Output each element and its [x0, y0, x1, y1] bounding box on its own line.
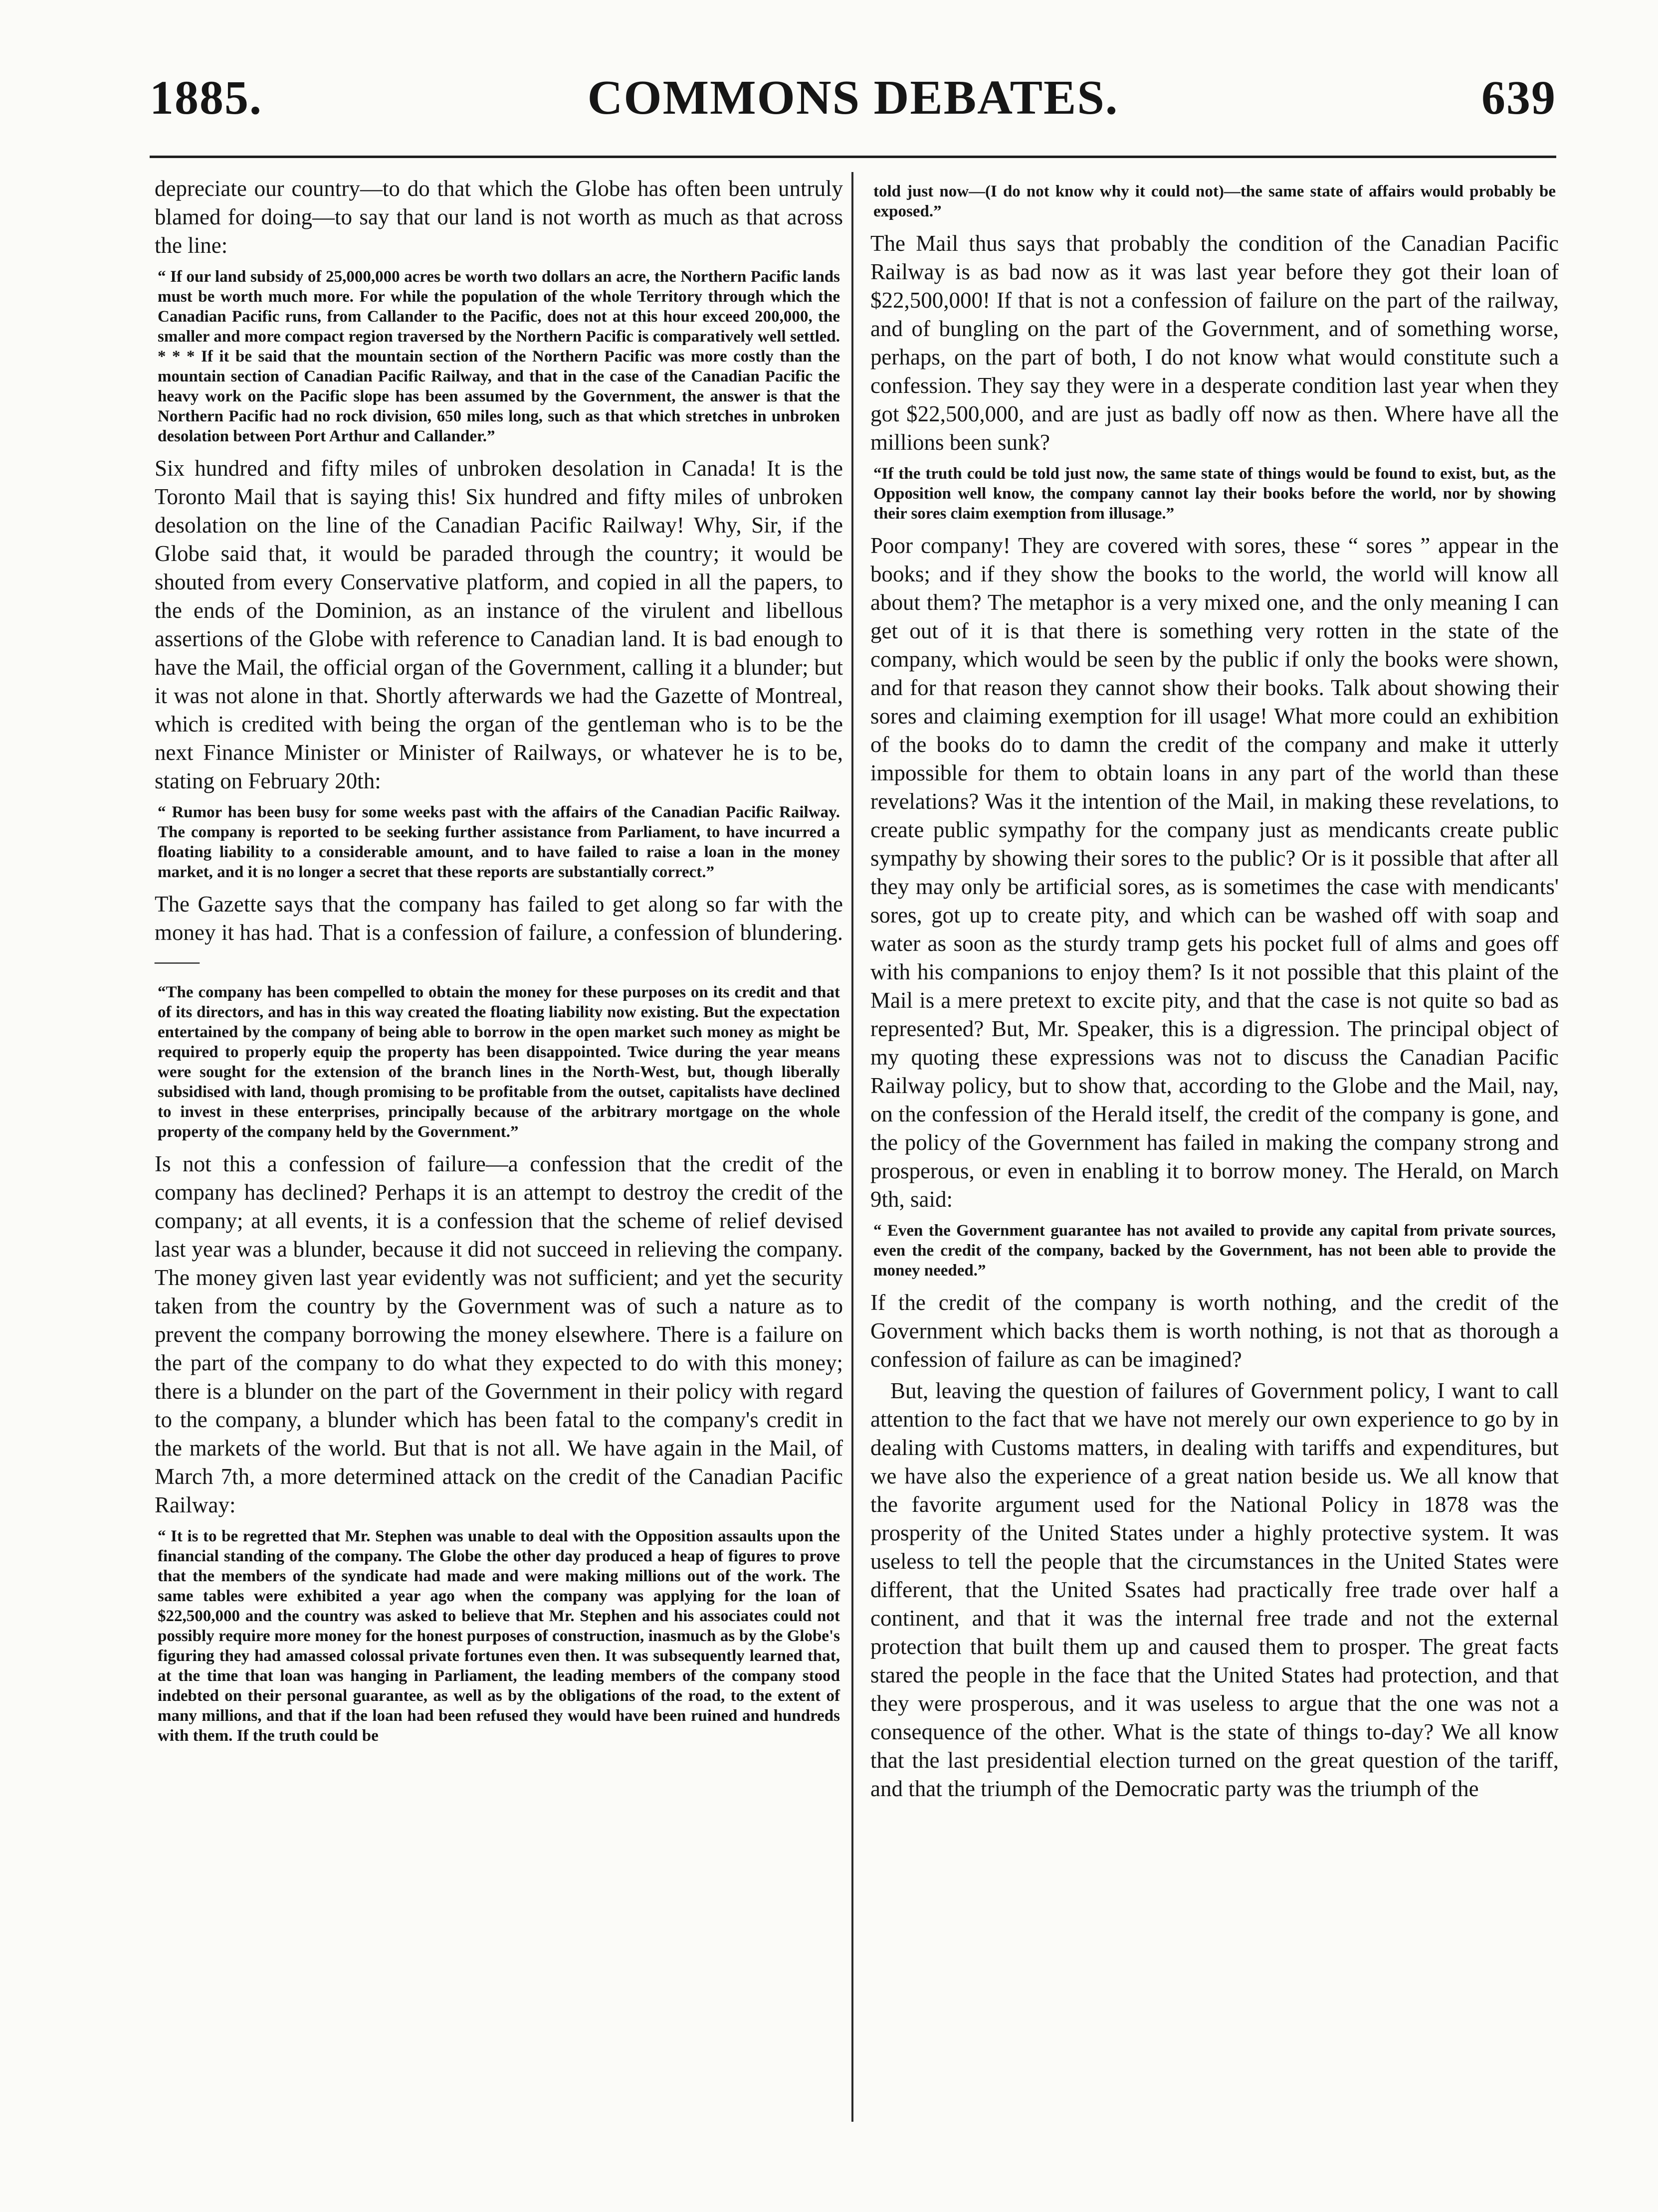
paragraph: But, leaving the question of failures of Government policy, I want to call attention to the fact that we have not merely our own experience to go by in dealing with Customs matters, in dealing with tariffs and expenditures, but we have also the experience of a great nation beside us. We all know that the favorite argument used for the National Policy in 1878 was the prosperity of the United States under a highly protective system. It was useless to tell the people that the circumstances in the United States were different, that the United Ssates had practically free trade over half a continent, and that it was the internal free trade and not the external protection that built them up and caused them to prosper. The great facts stared the people in the face that the United States had protection, and that they were prosperous, and it was useless to argue that the one was not a consequence of the other. What is the state of things to-day? We all know that the last presidential election turned on the great question of the tariff, and that the triumph of the Democratic party was the triumph of the — [870, 1378, 1559, 1801]
paragraph: The Mail thus says that probably the condition of the Canadian Pacific Railway is as bad now as it was last year before they got their loan of $22,500,000! If that is not a confession of failure on the part of the railway, and of bungling on the part of the Government, and of something worse, perhaps, on the part of both, I do not know what would constitute such a confession. They say they were in a desperate condition last year when they got $22,500,000, and are just as badly off now as then. Where have all the millions been sunk? — [870, 231, 1559, 455]
paragraph: If the credit of the company is worth nothing, and the credit of the Government which backs them is worth nothing, is not that as thorough a confession of failure as can be imagined? — [870, 1290, 1559, 1372]
block-quote: “ If our land subsidy of 25,000,000 acres be worth two dollars an acre, the Northern Pacific lands must be worth much more. For while the population of the whole Territory through which the Canadian Pacific runs, from Callander to the Pacific, does not at this hour exceed 200,000, the smaller and more compact region traversed by the Northern Pacific is comparatively well settled. * * * If it be said that the mountain section of the Northern Pacific was more costly than the mountain section of Canadian Pacific Railway, and that in the case of the Canadian Pacific the heavy work on the Pacific slope has been assumed by the Government, the answer is that the Northern Pacific had no rock division, 650 miles long, such as that which stretches in unbroken desolation between Port Arthur and Callander.” — [158, 268, 840, 445]
page-year: 1885. — [150, 71, 262, 124]
right-column — [870, 175, 1559, 1806]
header-rule — [150, 156, 1556, 158]
page-number: 639 — [1481, 71, 1556, 124]
column-divider — [851, 172, 853, 2122]
block-quote: told just now—(I do not know why it could not)—the same state of affairs would probably be exposed.” — [873, 183, 1556, 220]
page-title: COMMONS DEBATES. — [587, 71, 1119, 125]
block-quote: “ Rumor has been busy for some weeks past with the affairs of the Canadian Pacific Railway. The company is reported to be seeking further assistance from Parliament, to have incurred a floating liability to a considerable amount, and to have failed to raise a loan in the money market, and it is no longer a secret that these reports are substantially correct.” — [158, 803, 840, 881]
block-quote: “ Even the Government guarantee has not availed to provide any capital from private sources, even the credit of the company, backed by the Government, has not been able to provide the money needed.” — [873, 1222, 1556, 1280]
left-column — [155, 175, 843, 1754]
paragraph: Six hundred and fifty miles of unbroken desolation in Canada! It is the Toronto Mail that is saying this! Six hundred and fifty miles of unbroken desolation on the line of the Canadian Pacific Railway! Why, Sir, if the Globe said that, it would be paraded through the country; it would be shouted from every Conservative platform, and copied in all the papers, to the ends of the Dominion, as an instance of the virulent and libellous assertions of the Globe with reference to Canadian land. It is bad enough to have the Mail, the official organ of the Government, calling it a blunder; but it was not alone in that. Shortly afterwards we had the Gazette of Montreal, which is credited with being the organ of the gentleman who is to be the next Finance Minister or Minister of Railways, or whatever he is to be, stating on February 20th: — [155, 456, 843, 793]
paragraph: Poor company! They are covered with sores, these “ sores ” appear in the books; and if they show the books to the world, the world will know all about them? The metaphor is a very mixed one, and the only meaning I can get out of it is that there is something very rotten in the state of the company, which would be seen by the public if only the books were shown, and for that reason they cannot show their books. Talk about showing their sores and claiming exemption for ill usage! What more could an exhibition of the books do to damn the credit of the company and make it utterly impossible for them to obtain loans in any part of the world than these revelations? Was it the intention of the Mail, in making these revelations, to create public sympathy for the company just as mendicants create public sympathy by showing their sores to the public? Or is it possible that after all they may only be artificial sores, as is sometimes the case with mendicants' sores, got up to create pity, and which can be washed off with soap and water as soon as the sturdy tramp gets his pocket full of alms and goes off with his companions to enjoy them? Is it not possible that this plaint of the Mail is a mere pretext to excite pity, and that the case is not quite so bad as represented? But, Mr. Speaker, this is a digression. The principal object of my quoting these expressions was not to discuss the Canadian Pacific Railway policy, but to show that, according to the Globe and the Mail, nay, on the confession of the Herald itself, the credit of the company is gone, and the policy of the Government has failed in making the company strong and prosperous, or even in enabling it to borrow money. The Herald, on March 9th, said: — [870, 533, 1559, 1212]
paragraph: depreciate our country—to do that which the Globe has often been untruly blamed for doing—to say that our land is not worth as much as that across the line: — [155, 176, 843, 258]
block-quote: “ It is to be regretted that Mr. Stephen was unable to deal with the Opposition assaults upon the financial standing of the company. The Globe the other day produced a heap of figures to prove that the members of the syndicate had made and were making millions out of the work. The same tables were exhibited a year ago when the company was applying for the loan of $22,500,000 and the country was asked to believe that Mr. Stephen and his associates could not possibly require more money for the honest purposes of construction, inasmuch as by the Globe's figuring they had amassed colossal private fortunes even then. It was subsequently learned that, at the time that loan was hanging in Parliament, the leading members of the company stood indebted on their personal guarantee, as well as by the obligations of the road, to the extent of many millions, and that if the loan had been refused they would have been ruined and hundreds with them. If the truth could be — [158, 1527, 840, 1745]
paragraph: The Gazette says that the company has failed to get along so far with the money it has had. That is a confession of failure, a confession of blundering.—— — [155, 892, 843, 973]
page-header — [150, 70, 1556, 150]
block-quote: “If the truth could be told just now, the same state of things would be found to exist, but, as the Opposition well know, the company cannot lay their books before the world, nor by showing their sores claim exemption from illusage.” — [873, 465, 1556, 523]
paragraph: Is not this a confession of failure—a confession that the credit of the company has declined? Perhaps it is an attempt to destroy the credit of the company; at all events, it is a confession that the scheme of relief devised last year was a blunder, because it did not succeed in relieving the company. The money given last year evidently was not sufficient; and yet the security taken from the country by the Government was of such a nature as to prevent the company borrowing the money elsewhere. There is a failure on the part of the company to do what they expected to do with this money; there is a blunder on the part of the Government in their policy with regard to the company, a blunder which has been fatal to the company's credit in the markets of the world. But that is not all. We have again in the Mail, of March 7th, a more determined attack on the credit of the Canadian Pacific Railway: — [155, 1151, 843, 1517]
block-quote: “The company has been compelled to obtain the money for these purposes on its credit and that of its directors, and has in this way created the floating liability now existing. But the expectation entertained by the company of being able to borrow in the open market such money as might be required to properly equip the property has been disappointed. Twice during the year means were sought for the extension of the branch lines in the North-West, but, though liberally subsidised with land, though promising to be profitable from the outset, capitalists have declined to invest in these enterprises, principally because of the arbitrary mortgage on the whole property of the company held by the Government.” — [158, 983, 840, 1141]
